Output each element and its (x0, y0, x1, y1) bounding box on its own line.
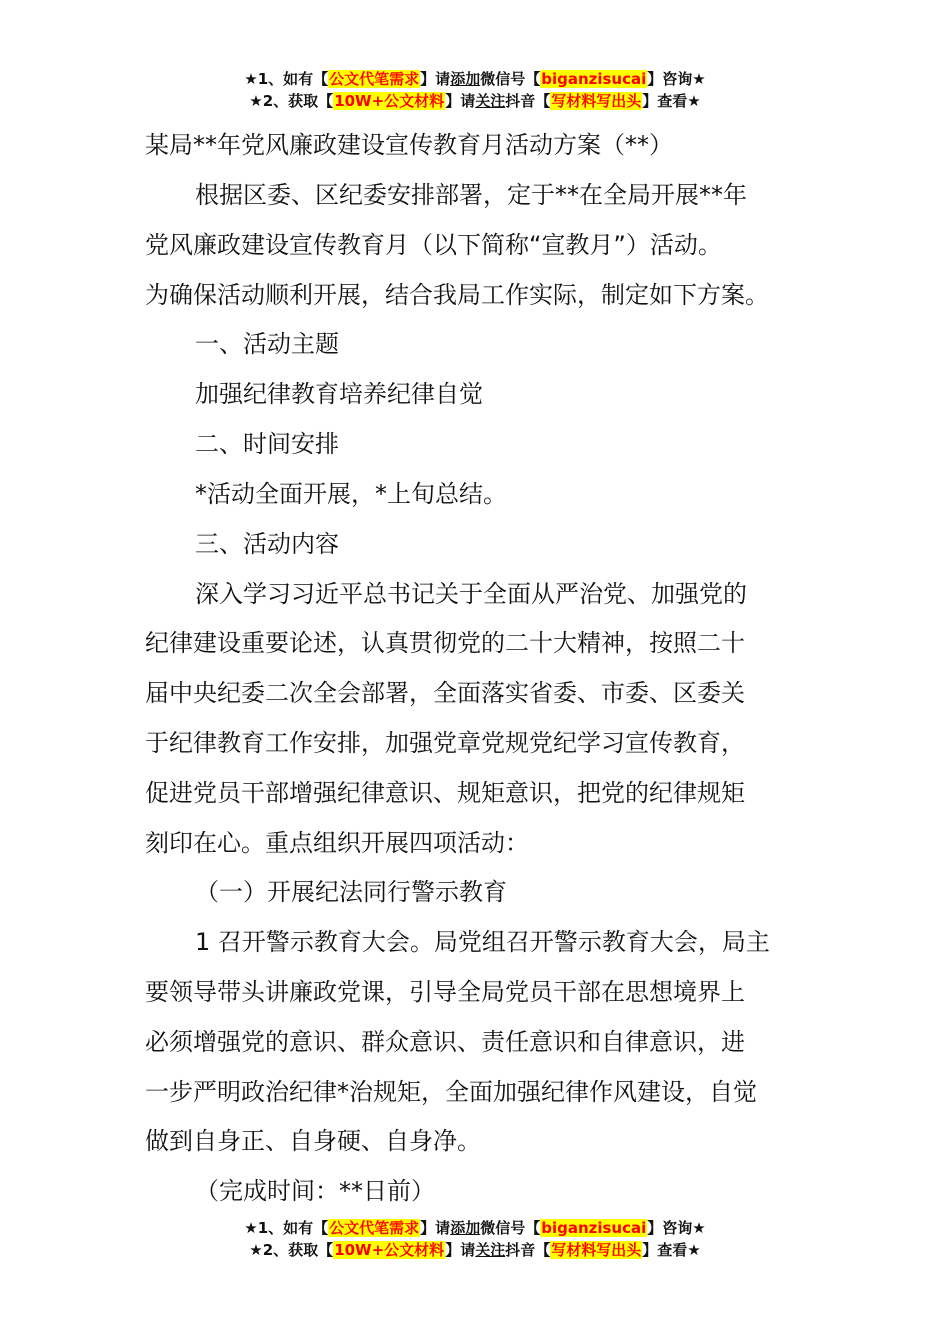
promo-text: 】咨询★ (647, 70, 706, 88)
promo-wechat-id: biganzisucai (541, 70, 647, 88)
promo-text: 】请 (420, 1219, 451, 1237)
promo-line-1 (0, 1217, 950, 1239)
promo-line-2 (0, 90, 950, 112)
body-line: 刻印在心。重点组织开展四项活动： (145, 829, 529, 857)
promo-underlined-text: 关注 (475, 1241, 506, 1259)
section-heading: 二、时间安排 (195, 430, 339, 458)
body-line: 届中央纪委二次全会部署，全面落实省委、市委、区委关 (145, 679, 745, 707)
promo-line-2 (0, 1239, 950, 1261)
promo-underlined-text: 添加 (450, 1219, 481, 1237)
promo-text: 】请 (445, 92, 476, 110)
promo-line-1 (0, 68, 950, 90)
body-line: 促进党员干部增强纪律意识、规矩意识，把党的纪律规矩 (145, 779, 745, 807)
body-line: 为确保活动顺利开展，结合我局工作实际，制定如下方案。 (145, 281, 769, 309)
completion-time-note: （完成时间：**日前） (195, 1177, 435, 1205)
body-line: 纪律建设重要论述，认真贯彻党的二十大精神，按照二十 (145, 629, 745, 657)
promo-highlight: 公文代笔需求 (329, 70, 420, 88)
promo-highlight: 10W+公文材料 (334, 92, 445, 110)
promo-highlight: 10W+公文材料 (334, 1241, 445, 1259)
promo-highlight: 公文代笔需求 (329, 1219, 420, 1237)
subsection-heading: （一）开展纪法同行警示教育 (195, 878, 507, 906)
body-line: 1 召开警示教育大会。局党组召开警示教育大会，局主 (195, 928, 770, 956)
promo-douyin-account: 写材料写出头 (551, 1241, 642, 1259)
promo-text: 微信号【 (480, 1219, 541, 1237)
promo-text: 抖音【 (505, 1241, 551, 1259)
promo-text: 】查看★ (642, 92, 701, 110)
promo-text: 】请 (445, 1241, 476, 1259)
section-heading: 一、活动主题 (195, 330, 339, 358)
body-line: 要领导带头讲廉政党课，引导全局党员干部在思想境界上 (145, 978, 745, 1006)
promo-text: ★1、如有【 (244, 70, 329, 88)
promo-text: ★2、获取【 (249, 1241, 334, 1259)
body-line: 做到自身正、自身硬、自身净。 (145, 1127, 481, 1155)
body-line: *活动全面开展，*上旬总结。 (195, 480, 507, 508)
promo-underlined-text: 添加 (450, 70, 481, 88)
promo-text: 】咨询★ (647, 1219, 706, 1237)
body-line: 根据区委、区纪委安排部署，定于**在全局开展**年 (195, 181, 747, 209)
promo-text: 微信号【 (480, 70, 541, 88)
bottom-promo-banner (0, 1217, 950, 1261)
body-line: 必须增强党的意识、群众意识、责任意识和自律意识，进 (145, 1028, 745, 1056)
document-title: 某局**年党风廉政建设宣传教育月活动方案（**） (145, 131, 673, 159)
top-promo-banner (0, 68, 950, 112)
body-line: 于纪律教育工作安排，加强党章党规党纪学习宣传教育， (145, 729, 745, 757)
body-line: 深入学习习近平总书记关于全面从严治党、加强党的 (195, 580, 747, 608)
section-heading: 三、活动内容 (195, 530, 339, 558)
promo-underlined-text: 关注 (475, 92, 506, 110)
body-line: 党风廉政建设宣传教育月（以下简称“宣教月”）活动。 (145, 231, 722, 259)
promo-text: 】请 (420, 70, 451, 88)
promo-douyin-account: 写材料写出头 (551, 92, 642, 110)
body-line: 加强纪律教育培养纪律自觉 (195, 380, 483, 408)
promo-wechat-id: biganzisucai (541, 1219, 647, 1237)
body-line: 一步严明政治纪律*治规矩，全面加强纪律作风建设，自觉 (145, 1078, 757, 1106)
promo-text: 抖音【 (505, 92, 551, 110)
promo-text: ★1、如有【 (244, 1219, 329, 1237)
promo-text: ★2、获取【 (249, 92, 334, 110)
promo-text: 】查看★ (642, 1241, 701, 1259)
